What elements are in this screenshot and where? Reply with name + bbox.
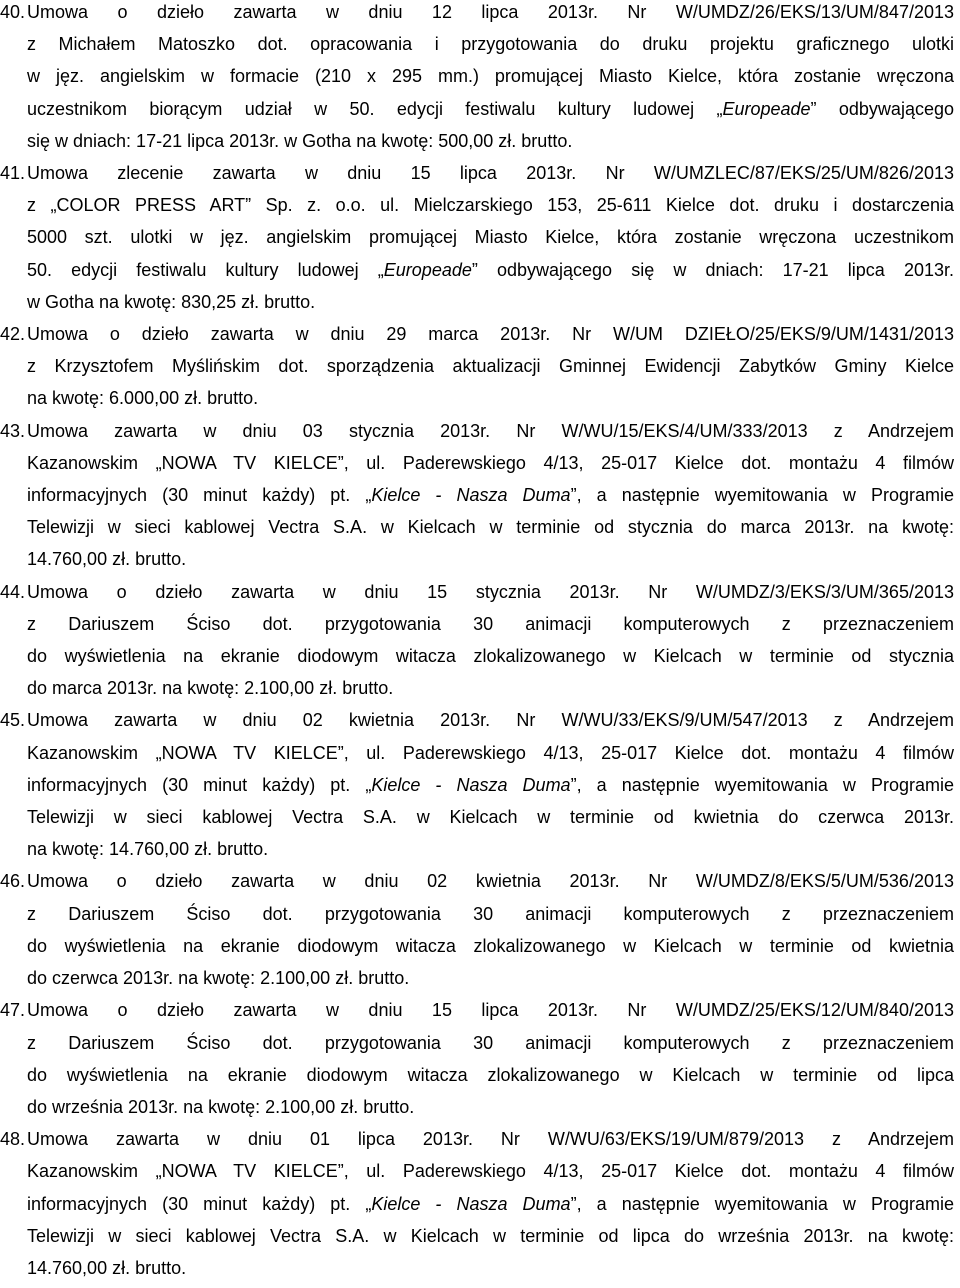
entry-line: do wyświetlenia na ekranie diodowym witacza zlokalizowanego w Kielcach w terminie od lipca xyxy=(27,1064,954,1085)
entry-line: Kazanowskim „NOWA TV KIELCE”, ul. Paderewskiego 4/13, 25-017 Kielce dot. montażu 4 filmów xyxy=(27,1161,954,1182)
entry-line: Telewizji w sieci kablowej Vectra S.A. w Kielcach w terminie od kwietnia do czerwca 2013r. xyxy=(27,807,954,828)
entry-line: na kwotę: 14.760,00 zł. brutto. xyxy=(27,839,269,860)
entry-line: Umowa zawarta w dniu 03 stycznia 2013r. Nr W/WU/15/EKS/4/UM/333/2013 z Andrzejem xyxy=(27,420,954,441)
entry-number: 42. xyxy=(0,324,26,345)
entry-number: 40. xyxy=(0,2,26,22)
entry-line: Kazanowskim „NOWA TV KIELCE”, ul. Paderewskiego 4/13, 25-017 Kielce dot. montażu 4 filmów xyxy=(27,742,954,763)
entry-line: 14.760,00 zł. brutto. xyxy=(27,549,187,570)
italic-title: Kielce - Nasza Duma xyxy=(371,485,571,506)
entry-number: 43. xyxy=(0,420,26,441)
entry-line: Umowa o dzieło zawarta w dniu 15 stycznia 2013r. Nr W/UMDZ/3/EKS/3/UM/365/2013 xyxy=(27,581,954,602)
entry-line: Umowa o dzieło zawarta w dniu 02 kwietnia 2013r. Nr W/UMDZ/8/EKS/5/UM/536/2013 xyxy=(27,871,954,892)
entry-line: 50. edycji festiwalu kultury ludowej „Europeade” odbywającego się w dniach: 17-21 lipca 2013r. xyxy=(27,259,954,280)
entry-line: się w dniach: 17-21 lipca 2013r. w Gotha na kwotę: 500,00 zł. brutto. xyxy=(27,130,573,151)
entry-line: do wyświetlenia na ekranie diodowym witacza zlokalizowanego w Kielcach w terminie od stycznia xyxy=(27,646,954,667)
italic-title: Europeade xyxy=(722,98,811,119)
contract-entry-44 xyxy=(0,576,960,705)
contract-entry-42 xyxy=(0,318,960,415)
entry-line: z Dariuszem Ściso dot. przygotowania 30 animacji komputerowych z przeznaczeniem xyxy=(27,1032,954,1053)
entry-number: 41. xyxy=(0,163,26,184)
entry-line: informacyjnych (30 minut każdy) pt. „Kielce - Nasza Duma”, a następnie wyemitowania w Programie xyxy=(27,774,954,795)
entry-line: na kwotę: 6.000,00 zł. brutto. xyxy=(27,388,259,409)
entry-line: 5000 szt. ulotki w jęz. angielskim promującej Miasto Kielce, która zostanie wręczona uczestnikom xyxy=(27,227,954,248)
entry-line: do wyświetlenia na ekranie diodowym witacza zlokalizowanego w Kielcach w terminie od kwietnia xyxy=(27,935,954,956)
entry-line: do czerwca 2013r. na kwotę: 2.100,00 zł. brutto. xyxy=(27,968,410,989)
entry-line: informacyjnych (30 minut każdy) pt. „Kielce - Nasza Duma”, a następnie wyemitowania w Programie xyxy=(27,485,954,506)
entry-line: informacyjnych (30 minut każdy) pt. „Kielce - Nasza Duma”, a następnie wyemitowania w Programie xyxy=(27,1193,954,1214)
contract-entry-43 xyxy=(0,415,960,576)
entry-line: z Dariuszem Ściso dot. przygotowania 30 animacji komputerowych z przeznaczeniem xyxy=(27,613,954,634)
italic-title: Kielce - Nasza Duma xyxy=(371,1193,571,1214)
entry-line: Umowa zawarta w dniu 02 kwietnia 2013r. Nr W/WU/33/EKS/9/UM/547/2013 z Andrzejem xyxy=(27,710,954,731)
entry-number: 45. xyxy=(0,710,26,731)
entry-line: uczestnikom biorącym udział w 50. edycji festiwalu kultury ludowej „Europeade” odbywającego xyxy=(27,98,954,119)
entry-line: Umowa o dzieło zawarta w dniu 15 lipca 2013r. Nr W/UMDZ/25/EKS/12/UM/840/2013 xyxy=(27,1000,954,1021)
entry-line: z Krzysztofem Myślińskim dot. sporządzenia aktualizacji Gminnej Ewidencji Zabytków Gminy Kielce xyxy=(27,356,954,377)
entry-line: do września 2013r. na kwotę: 2.100,00 zł. brutto. xyxy=(27,1096,415,1117)
entry-line: Umowa zawarta w dniu 01 lipca 2013r. Nr W/WU/63/EKS/19/UM/879/2013 z Andrzejem xyxy=(27,1129,954,1150)
entry-line: Umowa zlecenie zawarta w dniu 15 lipca 2013r. Nr W/UMZLEC/87/EKS/25/UM/826/2013 xyxy=(27,163,954,184)
entry-line: Telewizji w sieci kablowej Vectra S.A. w Kielcach w terminie od lipca do września 2013r. na kwotę: xyxy=(27,1225,954,1246)
entry-line: Telewizji w sieci kablowej Vectra S.A. w Kielcach w terminie od stycznia do marca 2013r. na kwotę: xyxy=(27,517,954,538)
entry-line: z Dariuszem Ściso dot. przygotowania 30 animacji komputerowych z przeznaczeniem xyxy=(27,903,954,924)
entry-line: z Michałem Matoszko dot. opracowania i przygotowania do druku projektu graficznego ulotki xyxy=(27,34,954,55)
entry-number: 48. xyxy=(0,1129,26,1150)
entry-line: do marca 2013r. na kwotę: 2.100,00 zł. brutto. xyxy=(27,678,394,699)
entry-number: 46. xyxy=(0,871,26,892)
entry-line: Umowa o dzieło zawarta w dniu 12 lipca 2013r. Nr W/UMDZ/26/EKS/13/UM/847/2013 xyxy=(27,2,954,22)
contract-entry-40 xyxy=(0,0,960,157)
italic-title: Europeade xyxy=(383,259,472,280)
contract-entry-47 xyxy=(0,994,960,1123)
contract-entry-45 xyxy=(0,704,960,865)
contract-entry-41 xyxy=(0,157,960,318)
entry-number: 47. xyxy=(0,1000,26,1021)
contract-entry-48 xyxy=(0,1123,960,1284)
entry-line: Umowa o dzieło zawarta w dniu 29 marca 2013r. Nr W/UM DZIEŁO/25/EKS/9/UM/1431/2013 xyxy=(27,324,954,345)
entry-line: z „COLOR PRESS ART” Sp. z. o.o. ul. Mielczarskiego 153, 25-611 Kielce dot. druku i dostarczenia xyxy=(27,195,954,216)
italic-title: Kielce - Nasza Duma xyxy=(371,774,571,795)
entry-line: w jęz. angielskim w formacie (210 x 295 mm.) promującej Miasto Kielce, która zostanie wręczona xyxy=(27,66,954,87)
entry-line: Kazanowskim „NOWA TV KIELCE”, ul. Paderewskiego 4/13, 25-017 Kielce dot. montażu 4 filmów xyxy=(27,452,954,473)
entry-line: 14.760,00 zł. brutto. xyxy=(27,1257,187,1278)
entry-number: 44. xyxy=(0,581,26,602)
contract-entry-46 xyxy=(0,865,960,994)
entry-line: w Gotha na kwotę: 830,25 zł. brutto. xyxy=(27,291,316,312)
